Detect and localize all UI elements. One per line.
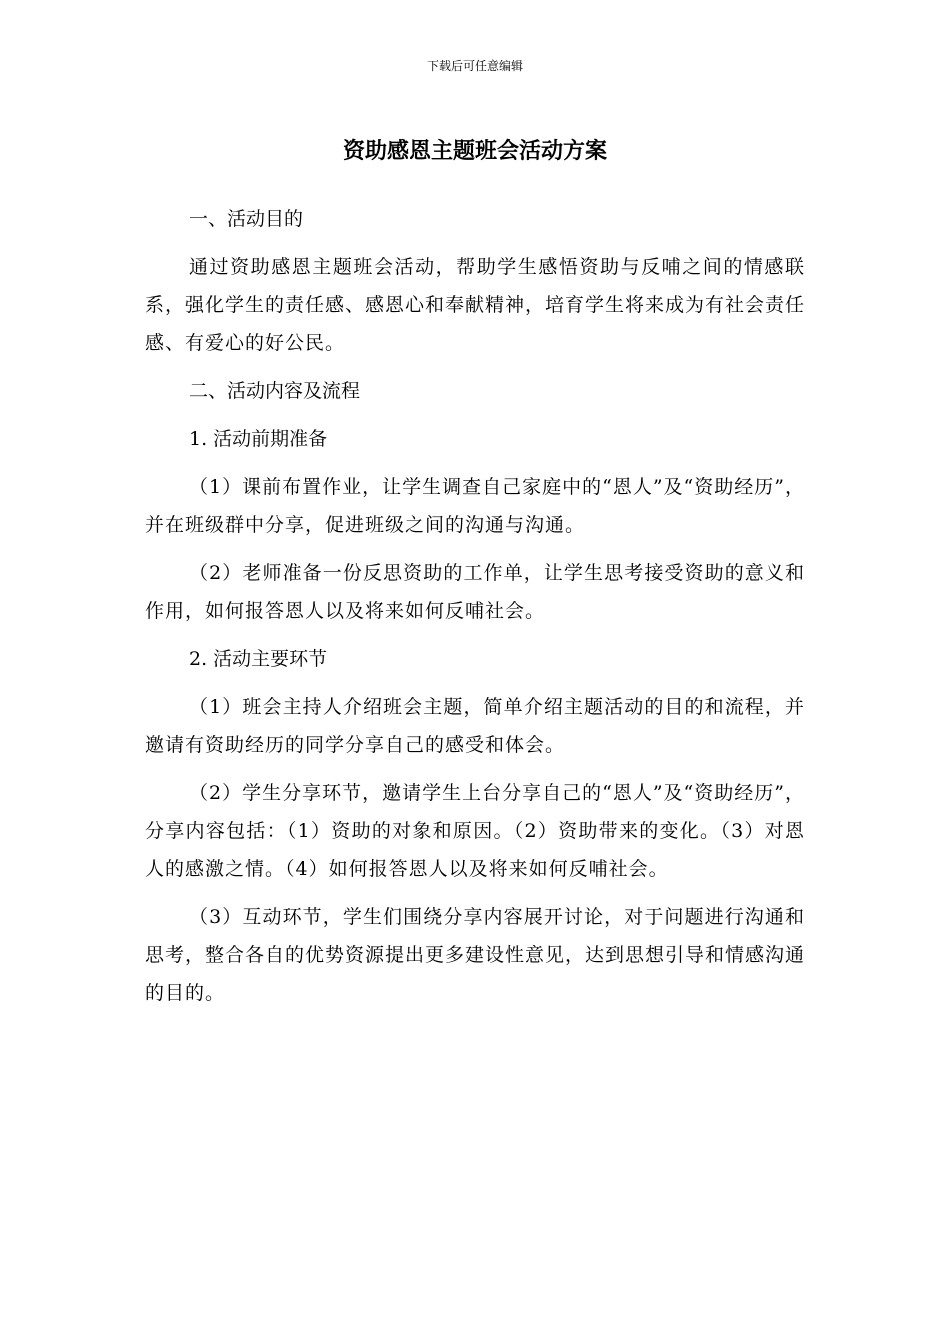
subsection-heading-preparation: 1. 活动前期准备: [189, 428, 328, 450]
section-heading-content: 二、活动内容及流程: [189, 380, 361, 402]
section-heading-purpose: 一、活动目的: [189, 208, 304, 230]
document-body: [145, 200, 805, 1012]
paragraph-purpose: 通过资助感恩主题班会活动，帮助学生感悟资助与反哺之间的情感联系，强化学生的责任感、感恩心和奉献精神，培育学生将来成为有社会责任感、有爱心的好公民。: [145, 256, 806, 354]
header-note: 下载后可任意编辑: [426, 59, 523, 73]
paragraph-main-3: （3）互动环节，学生们围绕分享内容展开讨论，对于问题进行沟通和思考，整合各自的优势资源提出更多建设性意见，达到思想引导和情感沟通的目的。: [145, 906, 806, 1004]
paragraph-prep-1: （1）课前布置作业，让学生调查自己家庭中的“恩人”及“资助经历”，并在班级群中分享，促进班级之间的沟通与沟通。: [145, 476, 805, 536]
paragraph-prep-2: （2）老师准备一份反思资助的工作单，让学生思考接受资助的意义和作用，如何报答恩人以及将来如何反哺社会。: [145, 562, 805, 622]
subsection-heading-main: 2. 活动主要环节: [189, 648, 328, 670]
paragraph-main-2: （2）学生分享环节，邀请学生上台分享自己的“恩人”及“资助经历”，分享内容包括：（1）资助的对象和原因。（2）资助带来的变化。（3）对恩人的感激之情。（4）如何报答恩人以及将来如何反哺社会。: [145, 782, 805, 880]
document-title: 资助感恩主题班会活动方案: [342, 139, 607, 164]
paragraph-main-1: （1）班会主持人介绍班会主题，简单介绍主题活动的目的和流程，并邀请有资助经历的同学分享自己的感受和体会。: [145, 696, 805, 756]
